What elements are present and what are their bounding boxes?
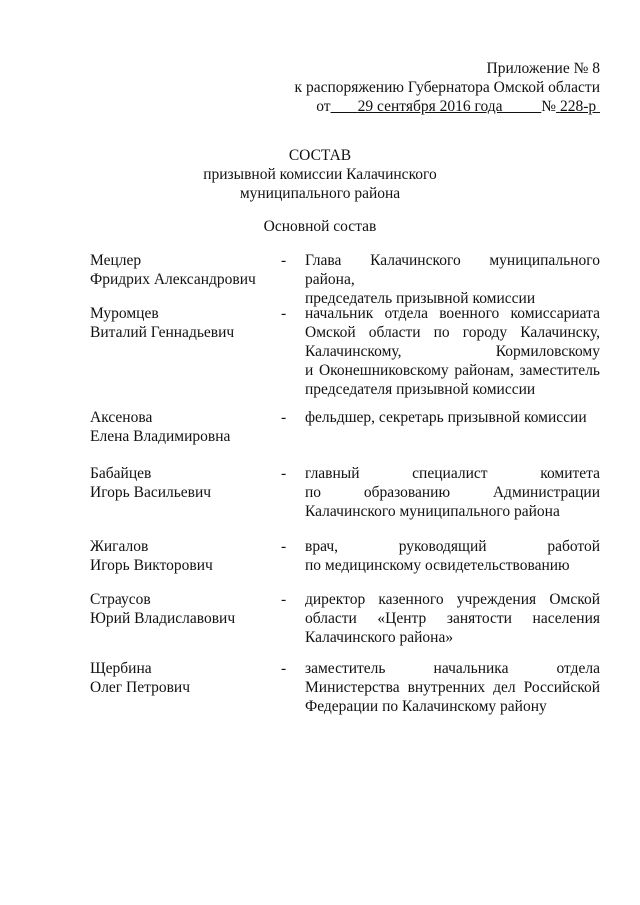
member-name: Бабайцев Игорь Васильевич bbox=[90, 465, 212, 501]
member-dash: - bbox=[281, 252, 287, 269]
member-dash: - bbox=[281, 409, 287, 426]
member-dash: - bbox=[281, 305, 287, 322]
member-name: Жигалов Игорь Викторович bbox=[90, 538, 213, 574]
member-name: Мецлер Фридрих Александрович bbox=[90, 252, 256, 288]
title-line-2: муниципального района bbox=[239, 185, 401, 202]
number-prefix: № bbox=[541, 98, 557, 115]
member-name: Аксенова Елена Владимировна bbox=[90, 409, 231, 445]
member-dash: - bbox=[281, 538, 287, 555]
title-line-1: призывной комиссии Калачинского bbox=[203, 166, 437, 183]
appendix-header bbox=[295, 59, 600, 116]
member-role: врач, руководящий работой по медицинскому освидетельствованию bbox=[305, 538, 600, 574]
member-role: заместитель начальника отдела Министерства внутренних дел Российской Федерации по Калачинскому району bbox=[305, 660, 600, 715]
member-role: директор казенного учреждения Омской области «Центр занятости населения Калачинского района» bbox=[305, 591, 600, 646]
section-title: Основной состав bbox=[263, 218, 377, 235]
member-role: фельдшер, секретарь призывной комиссии bbox=[305, 409, 587, 426]
appendix-number: Приложение № 8 bbox=[486, 60, 600, 77]
member-dash: - bbox=[281, 660, 287, 677]
member-role: Глава Калачинского муниципального района, председатель призывной комиссии bbox=[305, 252, 600, 307]
appendix-reference: к распоряжению Губернатора Омской области bbox=[294, 79, 600, 96]
appendix-date-line bbox=[295, 97, 600, 116]
date-value: 29 сентября 2016 года bbox=[357, 98, 503, 115]
title-heading: СОСТАВ bbox=[288, 147, 352, 164]
member-name: Муромцев Виталий Геннадьевич bbox=[90, 305, 235, 341]
member-role: главный специалист комитета по образованию Администрации Калачинского муниципального района bbox=[305, 465, 600, 520]
member-dash: - bbox=[281, 591, 287, 608]
member-dash: - bbox=[281, 465, 287, 482]
document-title bbox=[0, 146, 640, 203]
date-prefix: от bbox=[316, 98, 331, 115]
member-name: Щербина Олег Петрович bbox=[90, 660, 190, 696]
number-value: 228-р bbox=[559, 98, 597, 115]
member-role: начальник отдела военного комиссариата Омской области по городу Калачинску, Калачинскому, Кормиловскому и Оконешниковскому районам, заместитель председателя призывной комиссии bbox=[305, 305, 600, 398]
member-name: Страусов Юрий Владиславович bbox=[90, 591, 236, 627]
